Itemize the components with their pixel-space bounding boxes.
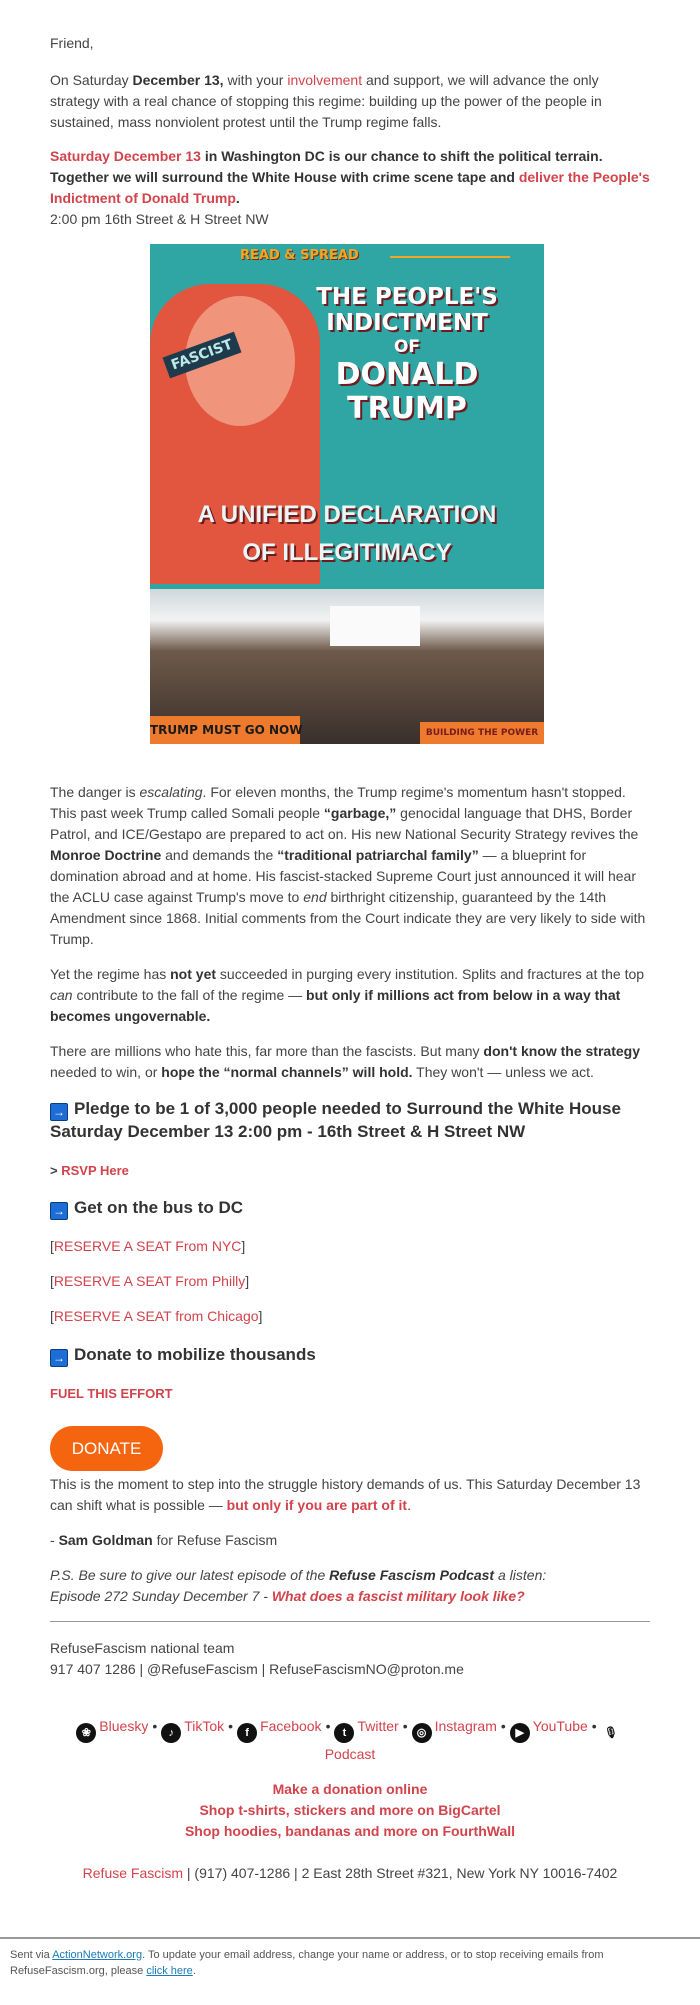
rsvp-link[interactable]: RSVP Here [61, 1163, 129, 1178]
regime-paragraph [50, 964, 650, 1027]
text: with your [223, 72, 288, 88]
address-line [50, 1863, 650, 1884]
text: and support, we will advance the only strategy with a real chance of stopping this regime: building up the power of the people in sustained, mass nonviolent protest until the Trump regime falls. [50, 72, 602, 130]
text: RefuseFascism national team [50, 1640, 235, 1656]
indictment-poster-image[interactable] [150, 244, 544, 744]
arrow-icon: → [50, 1103, 68, 1121]
text: succeeded in purging every institution. Splits and fractures at the top [216, 966, 645, 982]
facebook-icon: f [237, 1723, 257, 1743]
text: The danger is [50, 784, 140, 800]
text: On Saturday [50, 72, 133, 88]
seat-nyc: [RESERVE A SEAT From NYC] [50, 1238, 246, 1254]
text: a listen: [494, 1567, 547, 1583]
divider [50, 1621, 650, 1622]
text: can [50, 987, 73, 1003]
text: This is the moment to step into the struggle history demands of us. This Saturday December 13 can shift what is possible — [50, 1476, 641, 1513]
text: 917 407 1286 | @RefuseFascism | RefuseFascismNO@proton.me [50, 1661, 464, 1677]
bigcartel-link[interactable]: Shop t-shirts, stickers and more on BigCartel [199, 1802, 501, 1818]
social-label: Instagram [434, 1718, 497, 1734]
tiktok-icon: ♪ [161, 1723, 181, 1743]
social-label: Bluesky [99, 1718, 149, 1734]
text: don't know the strategy [483, 1043, 640, 1059]
text: Refuse Fascism Podcast [329, 1567, 495, 1583]
text: December 13, [132, 72, 224, 88]
text: There are millions who hate this, far more than the fascists. But many [50, 1043, 484, 1059]
text: > [50, 1163, 62, 1178]
donate-button[interactable]: DONATE [50, 1426, 163, 1471]
actionnetwork-link[interactable]: ActionNetwork.org [52, 1949, 143, 1961]
subtitle-line: A UNIFIED DECLARATION [197, 501, 497, 528]
text: birthright citizenship, guaranteed by the 14th Amendment since 1868. Initial comments from the Court indicate they are very likely to side with Trump. [50, 889, 646, 947]
text: needed to win, or [50, 1064, 162, 1080]
social-link-youtube[interactable] [510, 1718, 588, 1739]
event-time: 2:00 pm 16th Street & H Street NW [50, 211, 269, 227]
twitter-icon: t [334, 1723, 354, 1743]
text: and demands the [161, 847, 278, 863]
donate-heading [50, 1344, 650, 1367]
millions-paragraph [50, 1041, 650, 1083]
text: They won't — unless we act. [412, 1064, 594, 1080]
text: Episode 272 Sunday December 7 - [50, 1588, 272, 1604]
text: end [303, 889, 327, 905]
text: Sent via [10, 1949, 53, 1961]
separator: • [500, 1718, 506, 1734]
banner-text: BUILDING THE POWER [420, 722, 544, 744]
social-label: Facebook [260, 1718, 322, 1734]
social-label: Twitter [357, 1718, 399, 1734]
title-line: DONALD [335, 357, 479, 392]
social-link-instagram[interactable] [412, 1718, 497, 1739]
reserve-philly-link[interactable]: RESERVE A SEAT From Philly [53, 1273, 246, 1289]
microphone-icon: 🎙 [603, 1727, 618, 1739]
bus-heading [50, 1197, 650, 1220]
footer [0, 1937, 700, 1987]
text: but only if millions act from below in a way that becomes ungovernable. [50, 987, 621, 1024]
white-house [330, 606, 420, 646]
title-line: OF [393, 337, 421, 357]
social-label: Podcast [324, 1746, 376, 1762]
text: “traditional patriarchal family” [277, 847, 479, 863]
separator: • [228, 1718, 234, 1734]
separator: • [152, 1718, 158, 1734]
social-label: YouTube [532, 1718, 588, 1734]
social-links [50, 1715, 650, 1766]
involvement-link[interactable]: involvement [287, 72, 363, 88]
social-label: TikTok [184, 1718, 225, 1734]
indictment-link[interactable]: deliver the People's Indictment of Donald Trump [50, 169, 650, 206]
text: contribute to the fall of the regime — [72, 987, 307, 1003]
unsubscribe-link[interactable]: click here [146, 1965, 193, 1977]
title-line: INDICTMENT [326, 310, 488, 336]
youtube-icon: ▶ [510, 1723, 530, 1743]
social-link-facebook[interactable] [237, 1718, 322, 1739]
text: . [407, 1497, 411, 1513]
text: Get on the bus to DC [74, 1198, 244, 1217]
butterfly-icon: ❀ [76, 1723, 96, 1743]
fascist-label: FASCIST [163, 332, 242, 379]
text: Sam Goldman [58, 1532, 153, 1548]
date-link[interactable]: Saturday December 13 [50, 148, 201, 164]
banner-text: TRUMP MUST GO NOW [150, 716, 300, 744]
donation-online-link[interactable]: Make a donation online [272, 1781, 428, 1797]
text: but only if you are part of it [226, 1497, 408, 1513]
greeting: Friend, [50, 35, 94, 51]
social-link-bluesky[interactable] [76, 1718, 149, 1739]
text: “garbage,” [323, 805, 397, 821]
text: . For eleven months, the Trump regime's momentum hasn't stopped. This past week Trump called Somali people [50, 784, 626, 821]
text: | (917) 407-1286 | 2 East 28th Street #321, New York NY 10016-7402 [183, 1865, 618, 1881]
fuel-effort-link[interactable]: FUEL THIS EFFORT [50, 1386, 173, 1401]
text: hope the “normal channels” will hold. [161, 1064, 413, 1080]
text: for Refuse Fascism [152, 1532, 278, 1548]
title-line: THE PEOPLE'S [316, 284, 498, 310]
subtitle-line: OF ILLEGITIMACY [242, 539, 452, 566]
danger-paragraph [50, 782, 650, 950]
seat-philly: [RESERVE A SEAT From Philly] [50, 1273, 250, 1289]
podcast-episode-link[interactable]: What does a fascist military look like? [271, 1588, 525, 1604]
seat-chicago: [RESERVE A SEAT from Chicago] [50, 1308, 263, 1324]
intro-paragraph [50, 70, 650, 133]
separator: • [402, 1718, 408, 1734]
poster-title [274, 284, 540, 426]
social-link-twitter[interactable] [334, 1718, 399, 1739]
text: Monroe Doctrine [50, 847, 162, 863]
team-info [50, 1638, 650, 1680]
rsvp-line [50, 1160, 650, 1181]
arrow-icon: → [50, 1202, 68, 1220]
event-paragraph [50, 146, 650, 209]
text: . To update your email address, change your name or address, or to stop receiving emails from RefuseFascism.org, please [10, 1949, 604, 1977]
arrow-icon: → [50, 1349, 68, 1367]
text: . [192, 1965, 196, 1977]
refuse-fascism-link[interactable]: Refuse Fascism [82, 1865, 184, 1881]
moment-paragraph [50, 1474, 650, 1516]
text: Pledge to be 1 of 3,000 people needed to Surround the White House Saturday December 13 2:00 pm - 16th Street & H Street NW [50, 1099, 621, 1141]
text: Yet the regime has [50, 966, 171, 982]
signature [50, 1530, 650, 1551]
text: . [235, 190, 240, 206]
reserve-chicago-link[interactable]: RESERVE A SEAT from Chicago [53, 1308, 259, 1324]
text: - [50, 1532, 59, 1548]
text: escalating [139, 784, 203, 800]
instagram-icon: ◎ [412, 1723, 432, 1743]
ps-paragraph [50, 1565, 650, 1607]
text: not yet [170, 966, 217, 982]
text: genocidal language that DHS, Border Patrol, and ICE/Gestapo are prepared to act on. His new National Security Strategy revives the [50, 805, 639, 842]
arrow-icon [390, 256, 510, 258]
shop-links [50, 1779, 650, 1842]
email-body [50, 0, 650, 1884]
text: Donate to mobilize thousands [74, 1345, 316, 1364]
pledge-heading [50, 1098, 650, 1142]
separator: • [325, 1718, 331, 1734]
poster-subtitle [150, 496, 544, 572]
social-link-tiktok[interactable] [161, 1718, 225, 1739]
text: P.S. Be sure to give our latest episode of the [50, 1567, 330, 1583]
text: in Washington DC is our chance to shift the political terrain. Together we will surround the White House with crime scene tape and [50, 148, 603, 185]
fourthwall-link[interactable]: Shop hoodies, bandanas and more on FourthWall [184, 1823, 516, 1839]
read-spread-label: READ & SPREAD [240, 248, 359, 263]
reserve-nyc-link[interactable]: RESERVE A SEAT From NYC [53, 1238, 242, 1254]
text: — a blueprint for domination abroad and at home. His fascist-stacked Supreme Court just announced it will hear the ACLU case against Trump's move to [50, 847, 636, 905]
separator: • [591, 1718, 597, 1734]
title-line: TRUMP [347, 391, 467, 426]
